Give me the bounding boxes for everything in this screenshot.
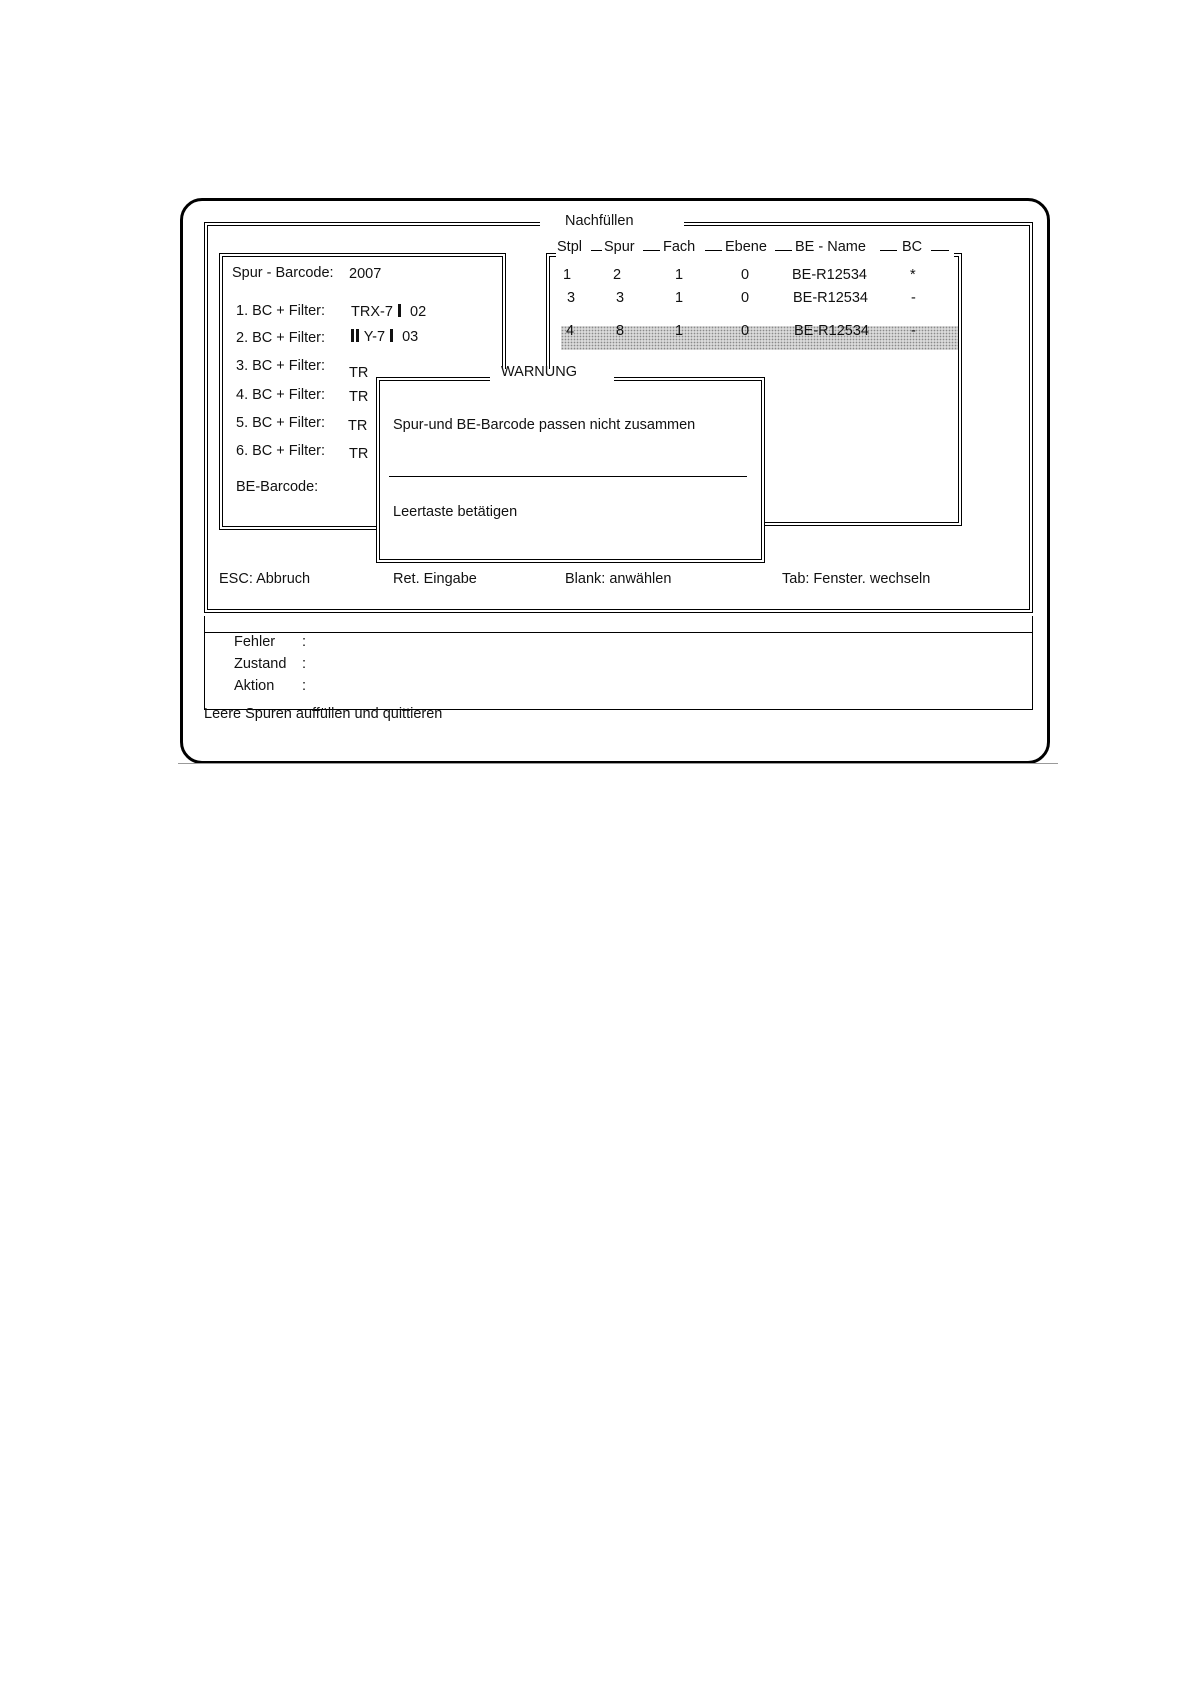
- header-spur: Spur: [604, 239, 635, 255]
- filter-2-middle: Y-7: [363, 329, 386, 345]
- status-box-top-line: [204, 632, 1033, 633]
- cell-spur: 8: [616, 323, 625, 339]
- cell-stpl: 3: [567, 290, 576, 306]
- status-zustand-colon: :: [302, 656, 307, 672]
- cell-stpl: 4: [566, 323, 575, 339]
- warning-divider: [389, 476, 747, 477]
- warning-title: WARNUNG: [501, 364, 577, 380]
- header-separator: [643, 250, 660, 251]
- filter-label-1: 1. BC + Filter:: [236, 303, 326, 319]
- cell-bc: -: [911, 290, 916, 306]
- cell-be-name: BE-R12534: [794, 323, 869, 339]
- cell-stpl: 1: [563, 267, 572, 283]
- filter-1-suffix: 02: [410, 304, 427, 320]
- cell-fach: 1: [675, 323, 684, 339]
- warning-message: Spur-und BE-Barcode passen nicht zusammen: [393, 417, 696, 433]
- cell-be-name: BE-R12534: [792, 267, 867, 283]
- status-fehler-label: Fehler: [234, 634, 276, 650]
- cell-bc: *: [910, 267, 916, 283]
- header-be-name: BE - Name: [795, 239, 866, 255]
- window-title: Nachfüllen: [565, 213, 634, 229]
- filter-value-1[interactable]: [351, 304, 426, 321]
- status-fehler-colon: :: [302, 634, 307, 650]
- status-aktion-colon: :: [302, 678, 307, 694]
- cell-ebene: 0: [741, 267, 750, 283]
- header-separator: [931, 250, 949, 251]
- status-box: [204, 616, 1033, 710]
- barcode-block-icon: [398, 304, 401, 317]
- header-separator: [705, 250, 722, 251]
- shortcut-tab: Tab: Fenster. wechseln: [782, 571, 931, 587]
- filter-value-5[interactable]: TR: [348, 418, 368, 434]
- shortcut-blank: Blank: anwählen: [565, 571, 672, 587]
- barcode-block-icon: [390, 329, 393, 342]
- filter-value-4[interactable]: TR: [349, 389, 369, 405]
- be-barcode-label: BE-Barcode:: [236, 479, 319, 495]
- screen-baseline: [178, 763, 1058, 764]
- cell-fach: 1: [675, 290, 684, 306]
- filter-label-6: 6. BC + Filter:: [236, 443, 326, 459]
- cell-spur: 2: [613, 267, 622, 283]
- cell-fach: 1: [675, 267, 684, 283]
- warning-hint: Leertaste betätigen: [393, 504, 518, 520]
- cell-ebene: 0: [741, 290, 750, 306]
- spur-barcode-label: Spur - Barcode:: [232, 265, 334, 281]
- shortcut-return: Ret. Eingabe: [393, 571, 477, 587]
- header-separator: [591, 250, 602, 251]
- filter-label-4: 4. BC + Filter:: [236, 387, 326, 403]
- filter-label-5: 5. BC + Filter:: [236, 415, 326, 431]
- filter-label-2: 2. BC + Filter:: [236, 330, 326, 346]
- cell-be-name: BE-R12534: [793, 290, 868, 306]
- filter-label-3: 3. BC + Filter:: [236, 358, 326, 374]
- header-bc: BC: [902, 239, 923, 255]
- filter-value-3[interactable]: TR: [349, 365, 369, 381]
- filter-1-prefix: TRX-7: [351, 304, 393, 320]
- filter-value-6[interactable]: TR: [349, 446, 369, 462]
- header-ebene: Ebene: [725, 239, 767, 255]
- barcode-block-icon: [351, 329, 354, 342]
- filter-value-2[interactable]: [350, 329, 418, 346]
- header-fach: Fach: [663, 239, 696, 255]
- shortcut-escape: ESC: Abbruch: [219, 571, 311, 587]
- cell-bc: -: [911, 323, 916, 339]
- footer-message: Leere Spuren auffüllen und quittieren: [204, 706, 443, 722]
- status-aktion-label: Aktion: [234, 678, 275, 694]
- cell-ebene: 0: [741, 323, 750, 339]
- filter-2-suffix: 03: [402, 329, 419, 345]
- cell-spur: 3: [616, 290, 625, 306]
- status-zustand-label: Zustand: [234, 656, 287, 672]
- warning-dialog[interactable]: [376, 377, 765, 563]
- header-stpl: Stpl: [557, 239, 582, 255]
- barcode-block-icon: [356, 329, 359, 342]
- header-separator: [775, 250, 792, 251]
- spur-barcode-value[interactable]: 2007: [349, 266, 382, 282]
- header-separator: [880, 250, 897, 251]
